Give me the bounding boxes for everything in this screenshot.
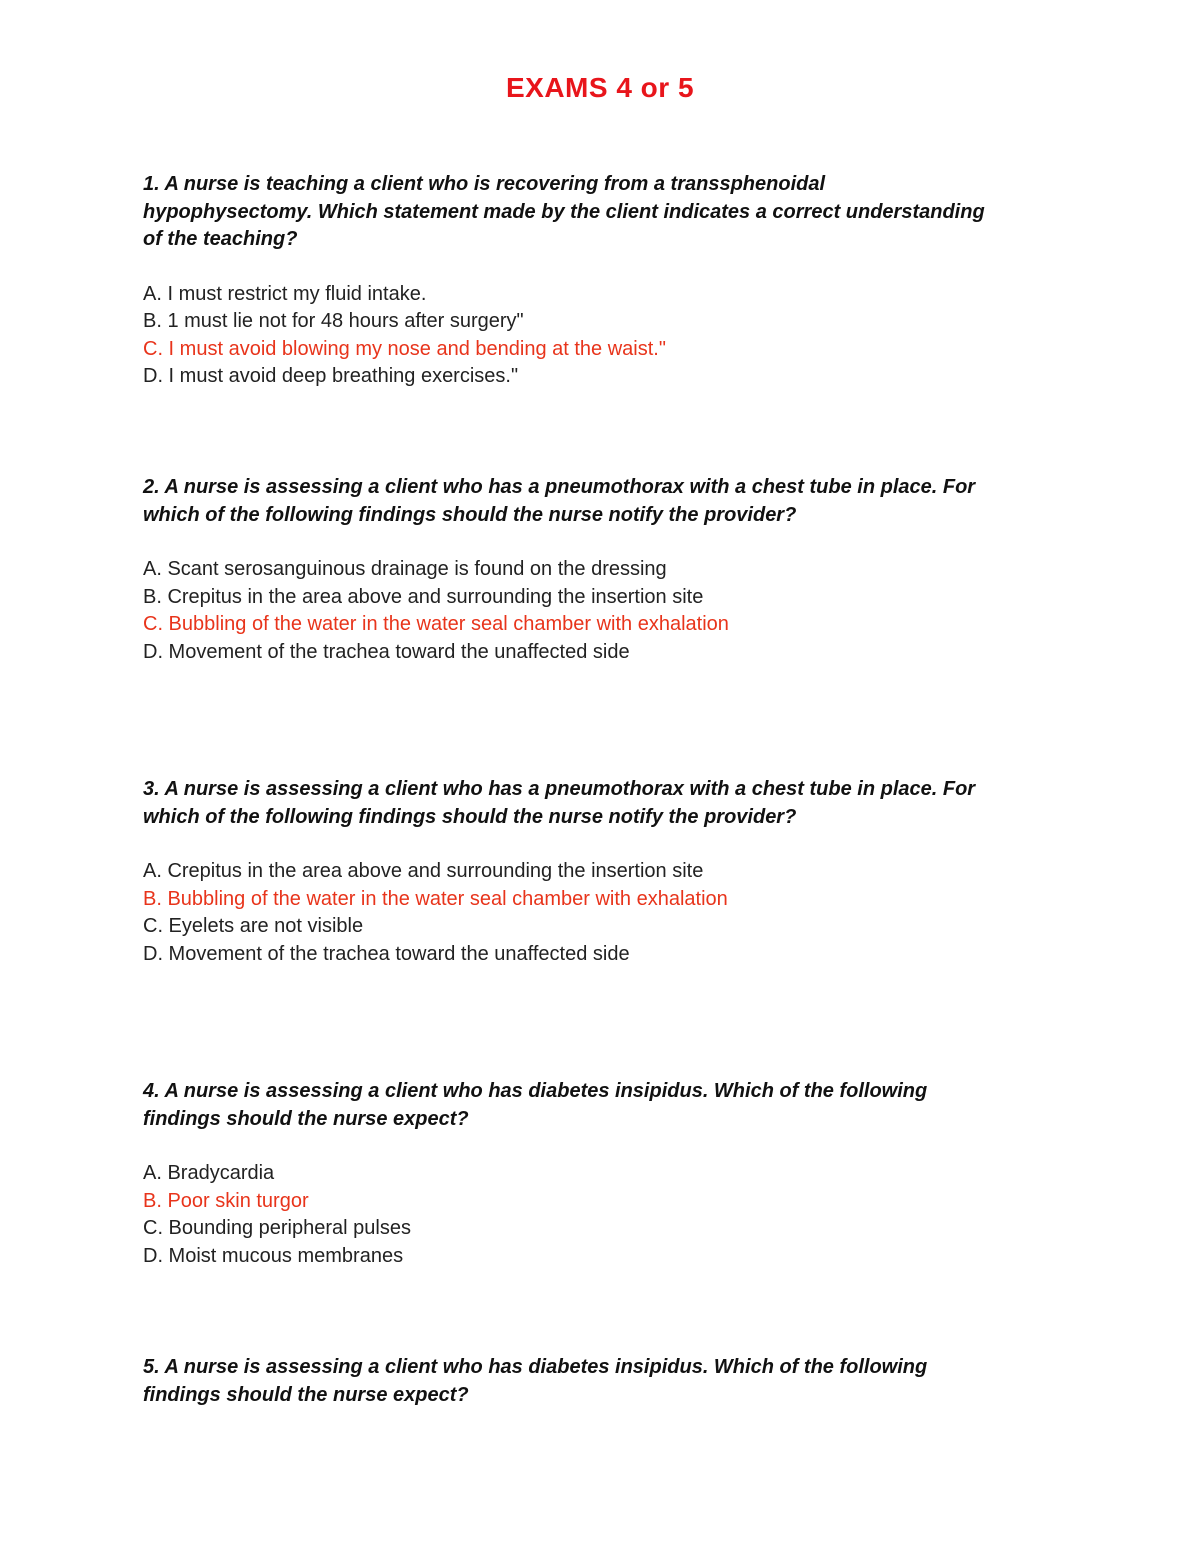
question-3 [143, 776, 1063, 968]
question-5-text [143, 1354, 1063, 1409]
question-2 [143, 474, 1063, 666]
question-1-option-d: D. I must avoid deep breathing exercises." [143, 365, 519, 387]
question-3-option-a: A. Crepitus in the area above and surrounding the insertion site [143, 860, 704, 882]
question-5-line-1: 5. A nurse is assessing a client who has diabetes insipidus. Which of the following [143, 1356, 928, 1378]
question-2-text [143, 474, 1063, 529]
question-2-option-d: D. Movement of the trachea toward the unaffected side [143, 640, 630, 663]
question-3-options [143, 858, 1063, 968]
question-4-line-2: findings should the nurse expect? [143, 1107, 469, 1130]
question-1-option-a: A. I must restrict my fluid intake. [143, 282, 427, 305]
question-4-option-c: C. Bounding peripheral pulses [143, 1217, 411, 1239]
question-3-line-1: 3. A nurse is assessing a client who has a pneumothorax with a chest tube in place. For [143, 778, 976, 800]
question-1-options [143, 281, 1063, 391]
question-3-option-c: C. Eyelets are not visible [143, 915, 364, 937]
question-2-line-1: 2. A nurse is assessing a client who has a pneumothorax with a chest tube in place. For [143, 476, 976, 498]
question-4-option-d: D. Moist mucous membranes [143, 1244, 404, 1267]
question-1-line-2: hypophysectomy. Which statement made by the client indicates a correct understanding [143, 200, 985, 223]
question-2-options [143, 556, 1063, 666]
question-3-option-d: D. Movement of the trachea toward the unaffected side [143, 942, 630, 965]
question-1-line-1: 1. A nurse is teaching a client who is recovering from a transsphenoidal [143, 173, 826, 195]
question-4-option-b-correct: B. Poor skin turgor [143, 1189, 309, 1212]
question-1-option-c-correct: C. I must avoid blowing my nose and bending at the waist." [143, 337, 666, 360]
question-4-text [143, 1078, 1063, 1133]
question-3-option-b-correct: B. Bubbling of the water in the water seal chamber with exhalation [143, 887, 728, 910]
question-4-options [143, 1160, 1063, 1270]
question-3-text [143, 776, 1063, 831]
question-5-line-2: findings should the nurse expect? [143, 1383, 469, 1406]
question-2-option-a: A. Scant serosanguinous drainage is found on the dressing [143, 558, 667, 580]
question-1-line-3: of the teaching? [143, 228, 298, 250]
question-3-line-2: which of the following findings should the nurse notify the provider? [143, 805, 797, 828]
question-1-option-b: B. 1 must lie not for 48 hours after surgery" [143, 310, 524, 332]
question-4-line-1: 4. A nurse is assessing a client who has diabetes insipidus. Which of the following [143, 1080, 928, 1102]
question-4-option-a: A. Bradycardia [143, 1162, 275, 1184]
question-2-option-c-correct: C. Bubbling of the water in the water seal chamber with exhalation [143, 613, 729, 635]
question-5 [143, 1354, 1063, 1409]
question-1 [143, 171, 1063, 391]
page-title: EXAMS 4 or 5 [505, 72, 695, 103]
question-2-line-2: which of the following findings should the nurse notify the provider? [143, 503, 797, 526]
question-4 [143, 1078, 1063, 1270]
question-1-text [143, 171, 1063, 254]
question-2-option-b: B. Crepitus in the area above and surrounding the insertion site [143, 585, 704, 608]
